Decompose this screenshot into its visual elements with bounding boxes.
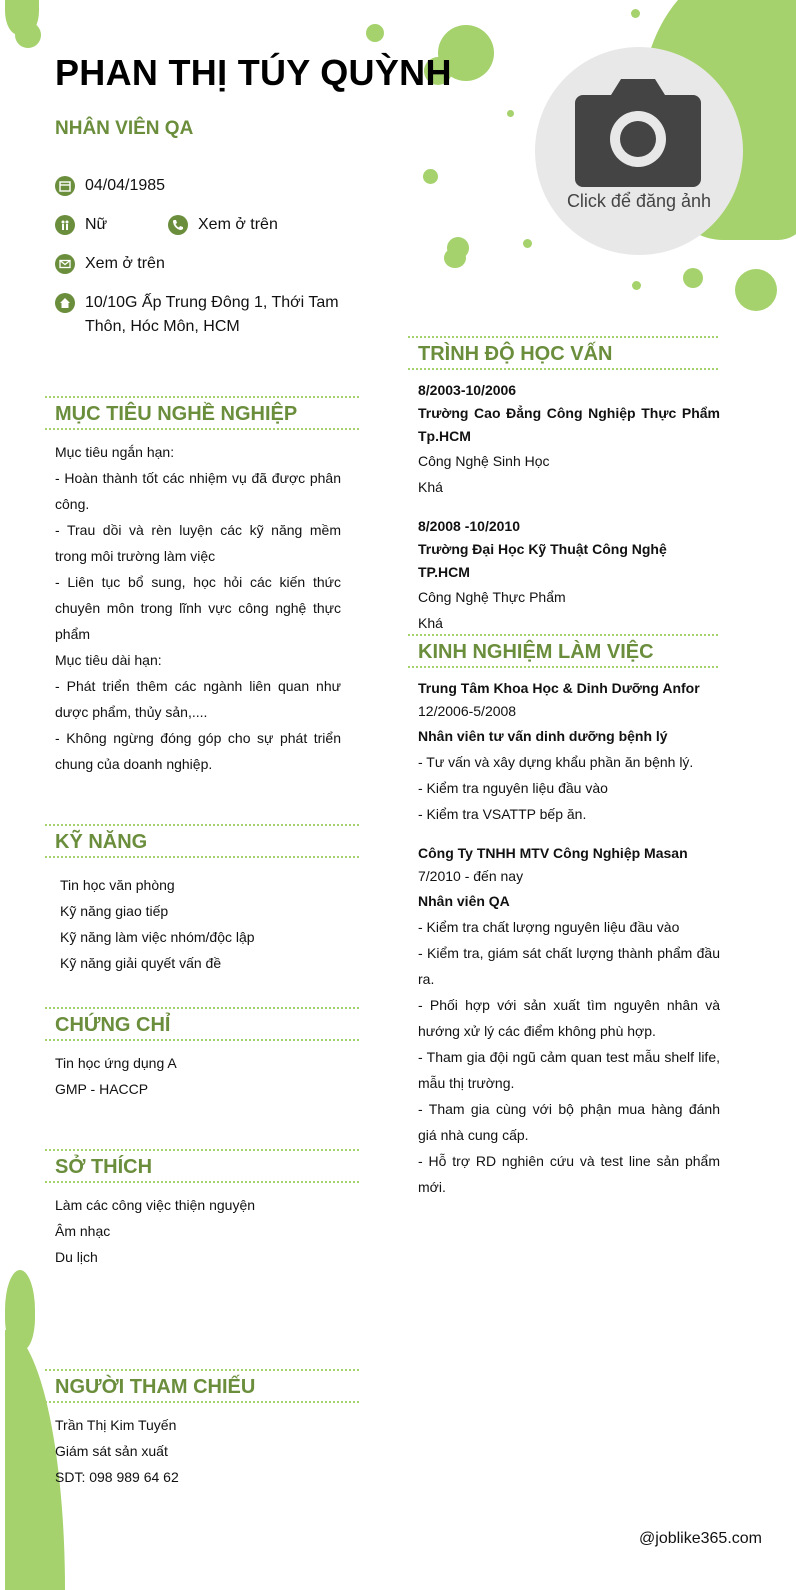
experience-entry	[418, 677, 720, 827]
experience-duty: - Hỗ trợ RD nghiên cứu và test line sản phẩm mới.	[418, 1153, 720, 1195]
phone-value: Xem ở trên	[198, 216, 278, 233]
decor-dot	[683, 268, 703, 288]
experience-period: 7/2010 - đến nay	[418, 868, 524, 884]
skill-item: Kỹ năng làm việc nhóm/độc lập	[60, 929, 255, 945]
gender-row	[55, 213, 107, 237]
decor-dot	[15, 22, 41, 48]
gender-icon	[55, 215, 75, 235]
experience-duty: - Phối hợp với sản xuất tìm nguyên nhân và hướng xử lý các điểm không phù hợp.	[418, 997, 720, 1039]
decor-dot	[632, 281, 641, 290]
education-school: Trường Cao Đẳng Công Nghiệp Thực Phẩm Tp.HCM	[418, 405, 720, 444]
address-row	[55, 291, 339, 339]
experience-duty: - Kiểm tra chất lượng nguyên liệu đầu vào	[418, 919, 680, 935]
address-line-1: 10/10G Ấp Trung Đông 1, Thới Tam	[85, 294, 339, 311]
hobby-item: Âm nhạc	[55, 1223, 111, 1239]
birthday-row	[55, 174, 165, 198]
reference-item: SDT: 098 989 64 62	[55, 1469, 179, 1485]
objective-line: - Phát triển thêm các ngành liên quan như dược phẩm, thủy sản,....	[55, 678, 341, 720]
birthday-value: 04/04/1985	[85, 177, 166, 194]
hobbies-title: SỞ THÍCH	[45, 1149, 359, 1183]
experience-entry	[418, 842, 720, 1200]
experience-duty: - Kiểm tra VSATTP bếp ăn.	[418, 806, 587, 822]
camera-icon	[575, 77, 701, 187]
footer-brand: @joblike365.com	[639, 1530, 762, 1547]
experience-company: Công Ty TNHH MTV Công Nghiệp Masan	[418, 845, 688, 861]
hobbies-list	[55, 1192, 345, 1270]
gender-value: Nữ	[85, 216, 108, 233]
certificates-list	[55, 1050, 345, 1102]
education-entry	[418, 515, 720, 636]
experience-duty: - Tham gia cùng với bộ phận mua hàng đánh giá nhà cung cấp.	[418, 1101, 720, 1143]
experience-duty: - Kiểm tra nguyên liệu đầu vào	[418, 780, 608, 796]
education-period: 8/2008 -10/2010	[418, 518, 520, 534]
hobby-item: Làm các công việc thiện nguyện	[55, 1197, 256, 1213]
education-grade: Khá	[418, 615, 443, 631]
experience-period: 12/2006-5/2008	[418, 703, 517, 719]
certificate-item: Tin học ứng dụng A	[55, 1055, 177, 1071]
home-icon	[55, 293, 75, 313]
mail-icon	[55, 254, 75, 274]
references-list	[55, 1412, 345, 1490]
phone-row	[168, 213, 278, 237]
skill-item: Kỹ năng giao tiếp	[60, 903, 169, 919]
experience-duty: - Tư vấn và xây dựng khẩu phần ăn bệnh lý.	[418, 754, 694, 770]
objective-line: Mục tiêu dài hạn:	[55, 652, 162, 668]
objective-line: Mục tiêu ngắn hạn:	[55, 444, 175, 460]
objective-body	[55, 439, 341, 777]
experience-company: Trung Tâm Khoa Học & Dinh Dưỡng Anfor	[418, 680, 700, 696]
decor-dot	[444, 248, 466, 268]
decor-dot	[423, 169, 438, 184]
skills-title: KỸ NĂNG	[45, 824, 359, 858]
decor-dot	[507, 110, 514, 117]
experience-position: Nhân viên tư vấn dinh dưỡng bệnh lý	[418, 728, 668, 744]
reference-item: Trần Thị Kim Tuyến	[55, 1417, 177, 1433]
skill-item: Kỹ năng giải quyết vấn đề	[60, 955, 222, 971]
experience-duty: - Kiểm tra, giám sát chất lượng thành phẩm đầu ra.	[418, 945, 720, 987]
skills-list	[60, 872, 350, 976]
skill-item: Tin học văn phòng	[60, 877, 175, 893]
decor-dot	[523, 239, 532, 248]
phone-icon	[168, 215, 188, 235]
certificate-item: GMP - HACCP	[55, 1081, 149, 1097]
references-title: NGƯỜI THAM CHIẾU	[45, 1369, 359, 1403]
photo-upload-label: Click để đăng ảnh	[566, 191, 712, 211]
decor-dot	[366, 24, 384, 42]
certificates-title: CHỨNG CHỈ	[45, 1007, 359, 1041]
education-period: 8/2003-10/2006	[418, 382, 517, 398]
email-row	[55, 252, 165, 276]
experience-duty: - Tham gia đội ngũ cảm quan test mẫu shelf life, mẫu thị trường.	[418, 1049, 720, 1091]
reference-item: Giám sát sản xuất	[55, 1443, 168, 1459]
objective-line: - Trau dồi và rèn luyện các kỹ năng mềm trong môi trường làm việc	[55, 522, 341, 564]
education-major: Công Nghệ Thực Phẩm	[418, 589, 566, 605]
job-title: NHÂN VIÊN QA	[55, 118, 194, 139]
address-line-2: Thôn, Hóc Môn, HCM	[85, 318, 240, 335]
education-major: Công Nghệ Sinh Học	[418, 453, 550, 469]
decor-dot	[735, 269, 777, 311]
hobby-item: Du lịch	[55, 1249, 98, 1265]
objective-line: - Hoàn thành tốt các nhiệm vụ đã được phân công.	[55, 470, 341, 512]
experience-title: KINH NGHIỆM LÀM VIỆC	[408, 634, 718, 668]
education-title: TRÌNH ĐỘ HỌC VẤN	[408, 336, 718, 370]
experience-position: Nhân viên QA	[418, 893, 510, 909]
objective-line: - Không ngừng đóng góp cho sự phát triển chung của doanh nghiệp.	[55, 730, 341, 772]
decor-dot	[631, 9, 640, 18]
objective-line: - Liên tục bổ sung, học hỏi các kiến thức chuyên môn trong lĩnh vực công nghệ thực phẩm	[55, 574, 341, 642]
email-value: Xem ở trên	[85, 255, 165, 272]
candidate-name: PHAN THỊ TÚY QUỲNH	[55, 52, 452, 93]
education-school: Trường Đại Học Kỹ Thuật Công Nghệ TP.HCM	[418, 541, 667, 580]
objective-title: MỤC TIÊU NGHỀ NGHIỆP	[45, 396, 359, 430]
education-entry	[418, 379, 720, 500]
education-grade: Khá	[418, 479, 443, 495]
photo-upload[interactable]	[535, 47, 743, 255]
calendar-icon	[55, 176, 75, 196]
